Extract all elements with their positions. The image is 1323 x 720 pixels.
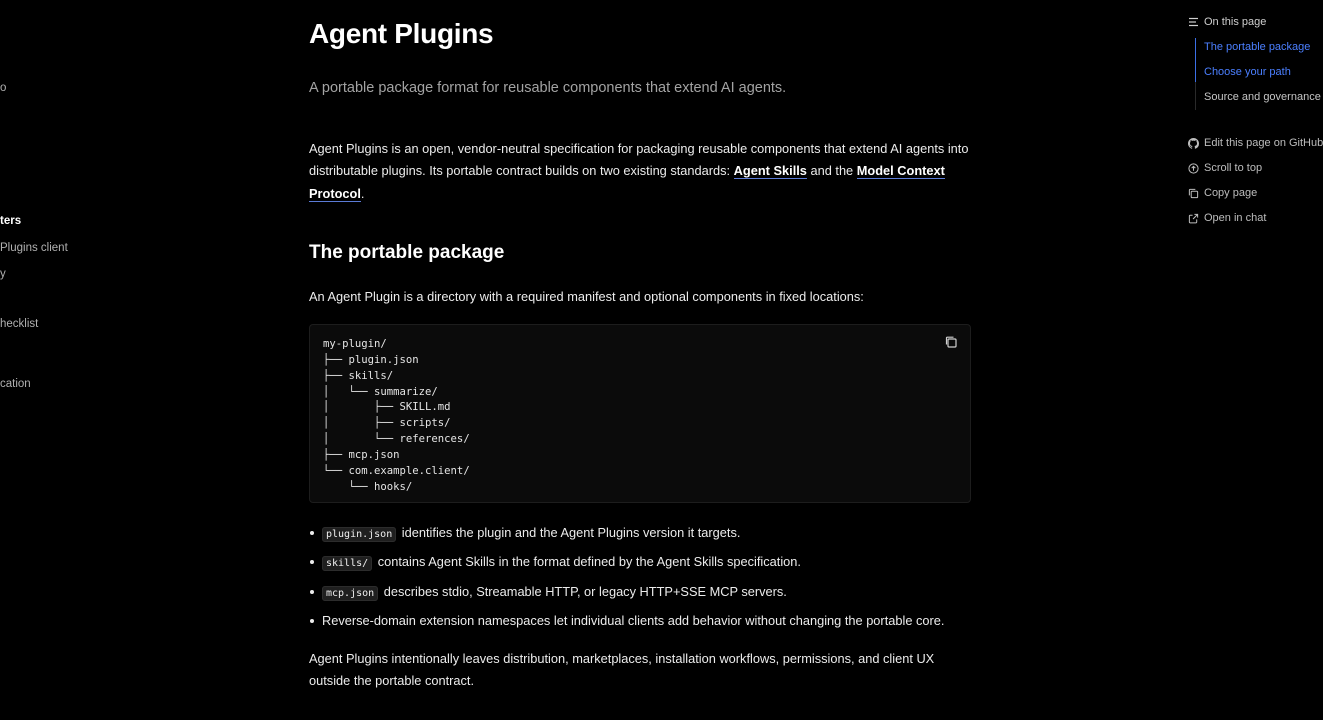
scroll-to-top-button[interactable] [1188,162,1262,174]
list-item-text: contains Agent Skills in the format defined by the Agent Skills specification. [374,554,801,570]
toc-active-indicator [1195,38,1196,82]
list-icon [1188,17,1199,27]
sidebar-item-plugins-client[interactable]: Plugins client [0,242,68,254]
closing-paragraph: Agent Plugins intentionally leaves distribution, marketplaces, installation workflows, permissions, and client UX outside the portable contract. [309,651,935,689]
intro-text-2: and the [806,163,857,179]
edit-page-label: Edit this page on GitHub [1204,137,1323,149]
sidebar-item-dot[interactable]: o [0,82,7,94]
external-link-icon [1188,213,1199,224]
open-in-chat-label: Open in chat [1204,212,1267,224]
copy-icon [944,335,958,349]
copy-page-label: Copy page [1204,187,1258,199]
sidebar-section-label: ters [0,215,22,227]
agent-skills-link[interactable]: Agent Skills [733,163,807,179]
toc-header [1188,16,1266,28]
sidebar-item-specification[interactable]: cation [0,378,31,390]
section-intro: An Agent Plugin is a directory with a required manifest and optional components in fixed locations: [309,289,864,304]
intro-text-1: Agent Plugins is an open, vendor-neutral specification for packaging reusable components that extend AI agents into distributable plugins. Its portable contract builds on two existing standards: [309,141,969,179]
list-item [309,521,971,550]
inline-code: skills/ [322,556,372,571]
toc-item-portable-package[interactable]: The portable package [1204,41,1311,53]
github-icon [1188,138,1199,149]
list-item [309,580,971,609]
list-item [309,550,971,579]
list-item-text: Reverse-domain extension namespaces let individual clients add behavior without changing the portable core. [322,612,945,628]
inline-code: plugin.json [322,527,396,542]
list-item [309,609,971,638]
toc-item-source-governance[interactable]: Source and governance [1204,91,1321,103]
copy-icon [1188,188,1199,199]
code-block [309,324,971,503]
arrow-up-circle-icon [1188,163,1199,174]
edit-page-button[interactable] [1188,137,1323,149]
on-this-page-panel [1188,0,1323,720]
model-context-protocol-link[interactable]: Model Context Protocol [309,163,945,201]
page-subtitle: A portable package format for reusable components that extend AI agents. [309,80,787,96]
sidebar-item-checklist[interactable]: hecklist [0,318,39,330]
list-item-text: identifies the plugin and the Agent Plugins version it targets. [398,525,741,540]
copy-code-button[interactable] [944,335,960,351]
inline-code: mcp.json [322,586,378,601]
copy-page-button[interactable] [1188,187,1257,199]
list-item-text: describes stdio, Streamable HTTP, or legacy HTTP+SSE MCP servers. [380,583,787,599]
intro-paragraph [309,138,971,205]
left-sidebar [0,0,120,720]
open-in-chat-button[interactable] [1188,212,1266,224]
sidebar-item-y[interactable]: y [0,268,6,280]
scroll-to-top-label: Scroll to top [1204,162,1263,174]
code-block-content: my-plugin/ ├── plugin.json ├── skills/ │ └── summarize/ │ ├── SKILL.md │ ├── scripts/ │ └── references/ ├── mcp.json └── com.example.client/ └── hooks/ [323,338,470,493]
component-list [309,521,971,638]
page-title: Agent Plugins [309,18,494,49]
toc-heading: On this page [1204,16,1267,28]
toc-item-choose-your-path[interactable]: Choose your path [1204,66,1291,78]
intro-text-3: . [360,185,365,201]
section-heading: The portable package [309,242,505,263]
